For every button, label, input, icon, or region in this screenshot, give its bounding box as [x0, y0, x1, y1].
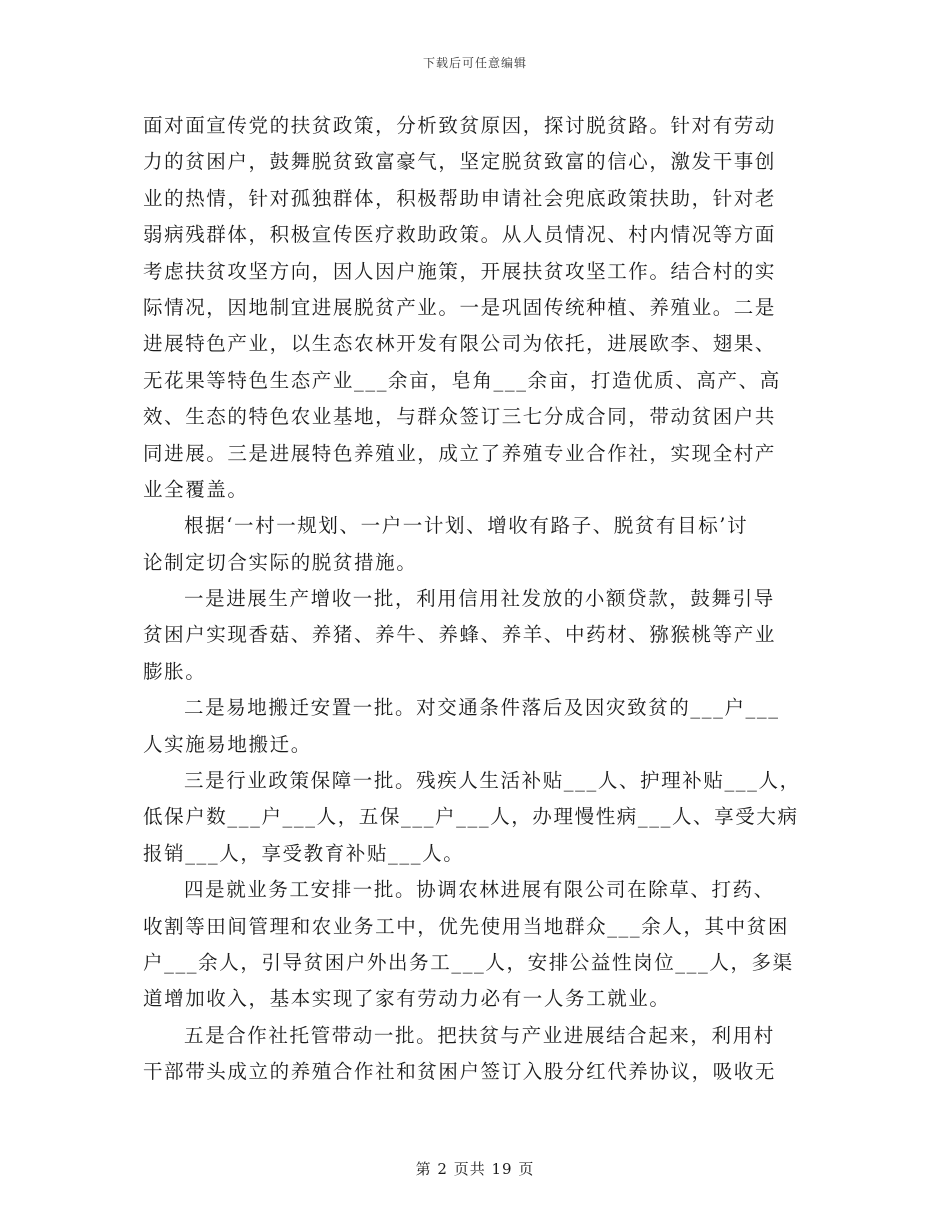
text-line: 力的贫困户，鼓舞脱贫致富豪气，坚定脱贫致富的信心，激发干事创 — [143, 150, 777, 174]
text-line: 同进展。三是进展特色养殖业，成立了养殖专业合作社，实现全村产 — [143, 441, 777, 465]
page-footer: 第 2 页共 19 页 — [415, 1160, 535, 1178]
text-line: 一是进展生产增收一批，利用信用社发放的小额贷款，鼓舞引导 — [184, 587, 775, 611]
text-line: 面对面宣传党的扶贫政策，分析致贫原因，探讨脱贫路。针对有劳动 — [143, 114, 777, 137]
text-line: 贫困户实现香菇、养猪、养牛、养蜂、养羊、中药材、猕猴桃等产业 — [143, 623, 777, 647]
text-line: 二是易地搬迁安置一批。对交通条件落后及因灾致贫的___户___ — [184, 696, 780, 720]
text-line: 低保户数___户___人，五保___户___人，办理慢性病___人、享受大病 — [143, 805, 799, 829]
text-line: 无花果等特色生态产业___余亩，皂角___余亩，打造优质、高产、高 — [143, 368, 781, 392]
text-line: 膨胀。 — [143, 659, 207, 683]
document-body — [143, 108, 803, 1091]
text-line: 道增加收入，基本实现了家有劳动力必有一人务工就业。 — [143, 987, 671, 1011]
text-line: 根据‘一村一规划、一户一计划、增收有路子、脱贫有目标’讨 — [184, 514, 749, 538]
text-line: 业全覆盖。 — [143, 477, 249, 501]
text-line: 干部带头成立的养殖合作社和贫困户签订入股分红代养协议，吸收无 — [143, 1060, 777, 1084]
text-line: 际情况，因地制宜进展脱贫产业。一是巩固传统种植、养殖业。二是 — [143, 295, 777, 319]
text-line: 四是就业务工安排一批。协调农林进展有限公司在除草、打药、 — [184, 878, 775, 902]
text-line: 三是行业政策保障一批。残疾人生活补贴___人、护理补贴___人， — [184, 769, 801, 793]
text-line: 报销___人，享受教育补贴___人。 — [143, 841, 465, 865]
text-line: 五是合作社托管带动一批。把扶贫与产业进展结合起来，利用村 — [184, 1023, 775, 1047]
text-line: 户___余人，引导贫困户外出务工___人，安排公益性岗位___人，多渠 — [143, 950, 794, 974]
text-line: 业的热情，针对孤独群体，积极帮助申请社会兜底政策扶助，针对老 — [143, 186, 777, 210]
text-line: 收割等田间管理和农业务工中，优先使用当地群众___余人，其中贫困 — [143, 914, 789, 938]
text-line: 考虑扶贫攻坚方向，因人因户施策，开展扶贫攻坚工作。结合村的实 — [143, 259, 777, 283]
text-line: 效、生态的特色农业基地，与群众签订三七分成合同，带动贫困户共 — [143, 405, 777, 429]
text-line: 弱病残群体，积极宣传医疗救助政策。从人员情况、村内情况等方面 — [143, 223, 777, 247]
text-line: 进展特色产业，以生态农林开发有限公司为依托，进展欧李、翅果、 — [143, 332, 777, 356]
text-line: 人实施易地搬迁。 — [143, 732, 312, 756]
page-header: 下载后可任意编辑 — [422, 56, 527, 70]
text-line: 论制定切合实际的脱贫措施。 — [143, 550, 418, 574]
